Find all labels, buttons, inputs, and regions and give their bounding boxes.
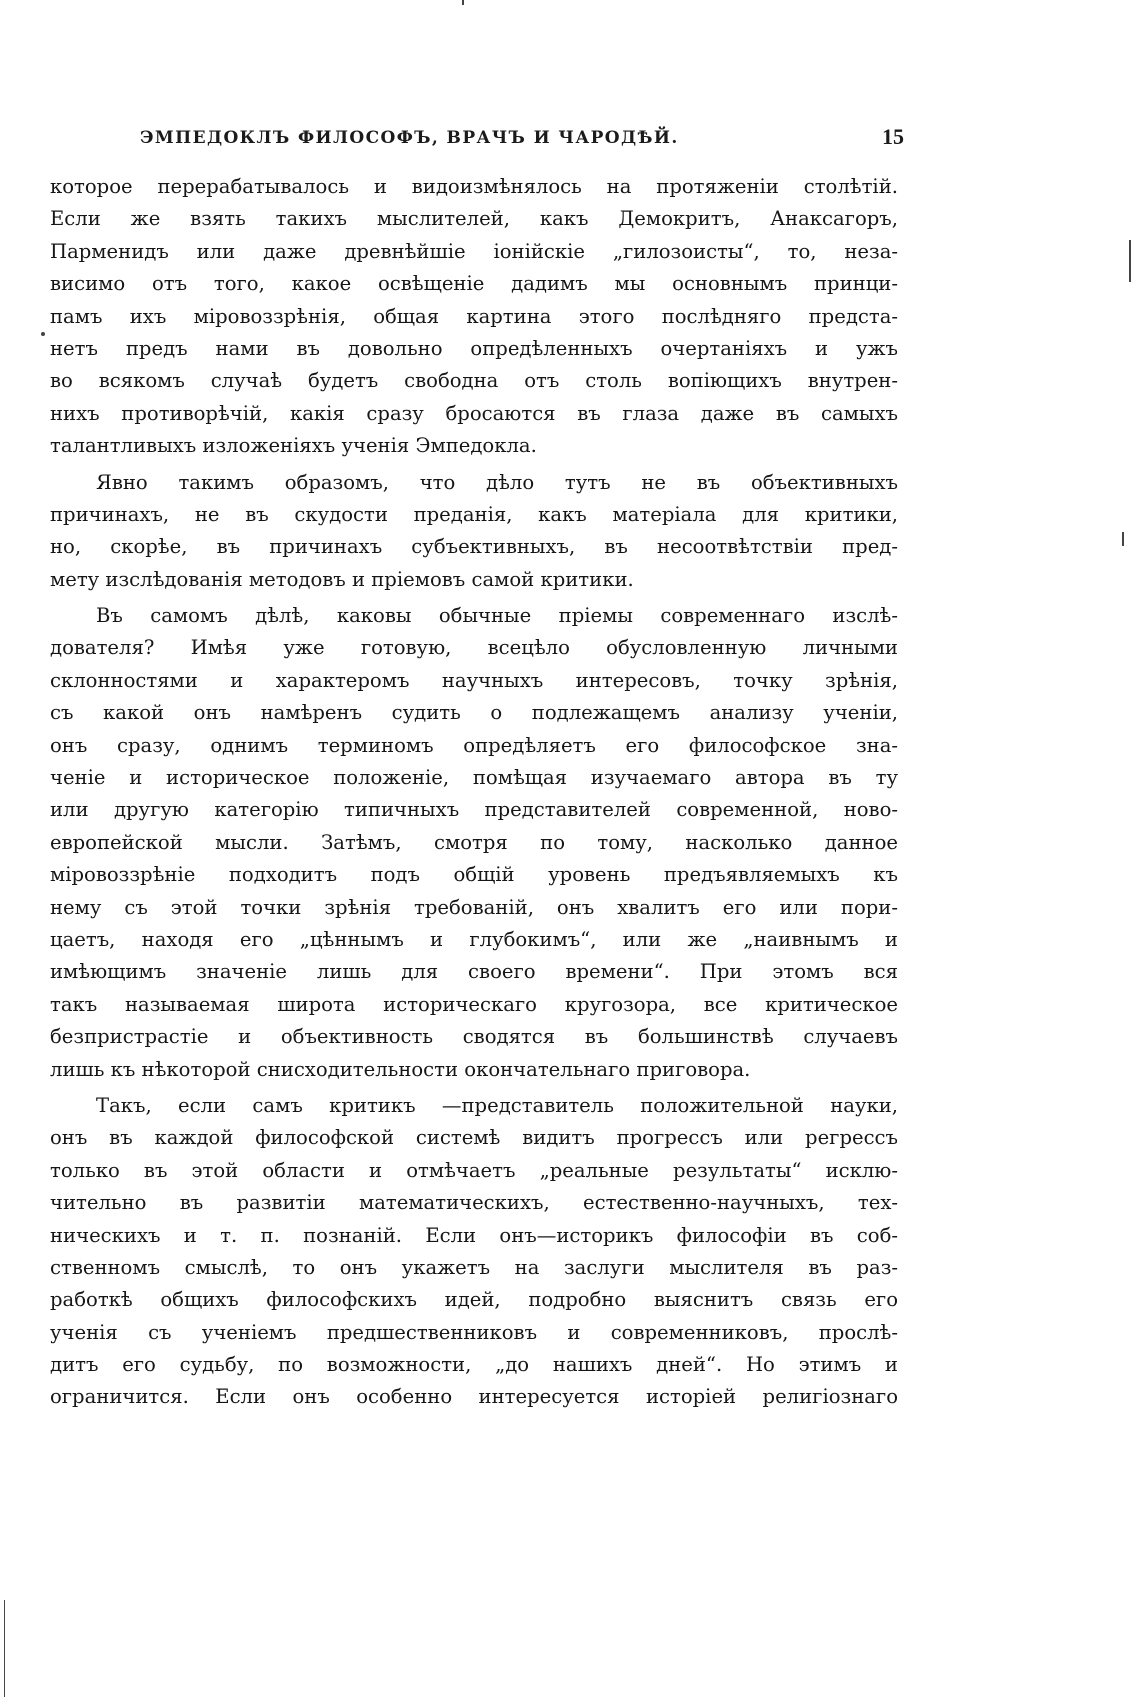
text-line: цаетъ, находя его „цѣннымъ и глубокимъ“, или же „наивнымъ и [50,927,898,951]
scan-mark-right-upper [1129,240,1131,282]
paragraph-4 [50,1090,898,1414]
text-line: только въ этой области и отмѣчаетъ „реальные результаты“ исклю- [50,1158,898,1182]
text-body [50,171,898,1414]
text-line: съ какой онъ намѣренъ судить о подлежащемъ анализу ученіи, [50,701,898,725]
page-number: 15 [882,124,904,149]
scan-mark-left-bottom [4,1600,5,1697]
text-line: дитъ его судьбу, по возможности, „до нашихъ дней“. Но этимъ и [50,1353,898,1377]
text-line: дователя? Имѣя уже готовую, всецѣло обусловленную личными [50,636,898,660]
scan-mark-top [462,0,464,5]
scan-mark-bullet [41,332,45,336]
text-line: Если же взять такихъ мыслителей, какъ Демокритъ, Анаксагоръ, [50,207,898,231]
text-line: чительно въ развитіи математическихъ, естественно-научныхъ, тех- [50,1191,898,1215]
text-line: Въ самомъ дѣлѣ, каковы обычные пріемы современнаго изслѣ- [96,604,898,628]
text-line: работкѣ общихъ философскихъ идей, подробно выяснитъ связь его [50,1288,898,1312]
text-line: Такъ, если самъ критикъ —представитель положительной науки, [96,1093,898,1117]
paragraph-1 [50,171,898,463]
text-line: склонностями и характеромъ научныхъ интересовъ, точку зрѣнія, [50,668,898,692]
text-line: ническихъ и т. п. познаній. Если онъ—историкъ философіи въ соб- [50,1223,898,1247]
text-line: или другую категорію типичныхъ представителей современной, ново- [50,798,898,822]
text-line: міровоззрѣніе подходитъ подъ общій уровень предъявляемыхъ къ [50,863,898,887]
paragraph-3 [50,600,898,1086]
text-line: безпристрастіе и объективность сводятся въ большинствѣ случаевъ [50,1025,898,1049]
text-line: мету изслѣдованія методовъ и пріемовъ самой критики. [50,567,634,591]
text-line: Явно такимъ образомъ, что дѣло тутъ не въ объективныхъ [96,470,898,494]
text-line: ограничится. Если онъ особенно интересуется исторіей религіознаго [50,1385,898,1409]
text-line: лишь къ нѣкоторой снисходительности окончательнаго приговора. [50,1057,751,1081]
text-line: ственномъ смыслѣ, то онъ укажетъ на заслуги мыслителя въ раз- [50,1255,898,1279]
text-line: талантливыхъ изложеніяхъ ученія Эмпедокла. [50,434,537,458]
text-line: онъ сразу, однимъ терминомъ опредѣляетъ его философское зна- [50,733,898,757]
page-header [50,124,904,154]
running-head: ЭМПЕДОКЛЪ ФИЛОСОФЪ, ВРАЧЪ И ЧАРОДѢЙ. [140,128,679,148]
text-line: во всякомъ случаѣ будетъ свободна отъ столь вопіющихъ внутрен- [50,369,898,393]
text-line: которое перерабатывалось и видоизмѣнялось на протяженіи столѣтій. [50,175,898,198]
text-line: онъ въ каждой философской системѣ видитъ прогрессъ или регрессъ [50,1126,898,1150]
text-line: европейской мысли. Затѣмъ, смотря по тому, насколько данное [50,830,898,854]
text-line: памъ ихъ міровоззрѣнія, общая картина этого послѣдняго предста- [50,304,898,328]
paragraph-2 [50,467,898,597]
text-line: нихъ противорѣчій, какія сразу бросаются въ глаза даже въ самыхъ [50,401,898,425]
text-line: Парменидъ или даже древнѣйшіе іонійскіе „гилозоисты“, то, неза- [50,239,898,263]
text-line: причинахъ, не въ скудости преданія, какъ матеріала для критики, [50,502,898,526]
text-line: нетъ предъ нами въ довольно опредѣленныхъ очертаніяхъ и ужъ [50,336,898,360]
scan-mark-right-middle [1122,532,1124,546]
text-line: висимо отъ того, какое освѣщеніе дадимъ мы основнымъ принци- [50,272,898,296]
text-line: имѣющимъ значеніе лишь для своего времени“. При этомъ вся [50,960,898,984]
text-line: нему съ этой точки зрѣнія требованій, онъ хвалитъ его или пори- [50,895,898,919]
text-line: но, скорѣе, въ причинахъ субъективныхъ, въ несоотвѣтствіи пред- [50,535,898,559]
text-line: такъ называемая широта историческаго кругозора, все критическое [50,992,898,1016]
text-line: ученія съ ученіемъ предшественниковъ и современниковъ, прослѣ- [50,1320,898,1344]
text-line: ченіе и историческое положеніе, помѣщая изучаемаго автора въ ту [50,766,898,790]
